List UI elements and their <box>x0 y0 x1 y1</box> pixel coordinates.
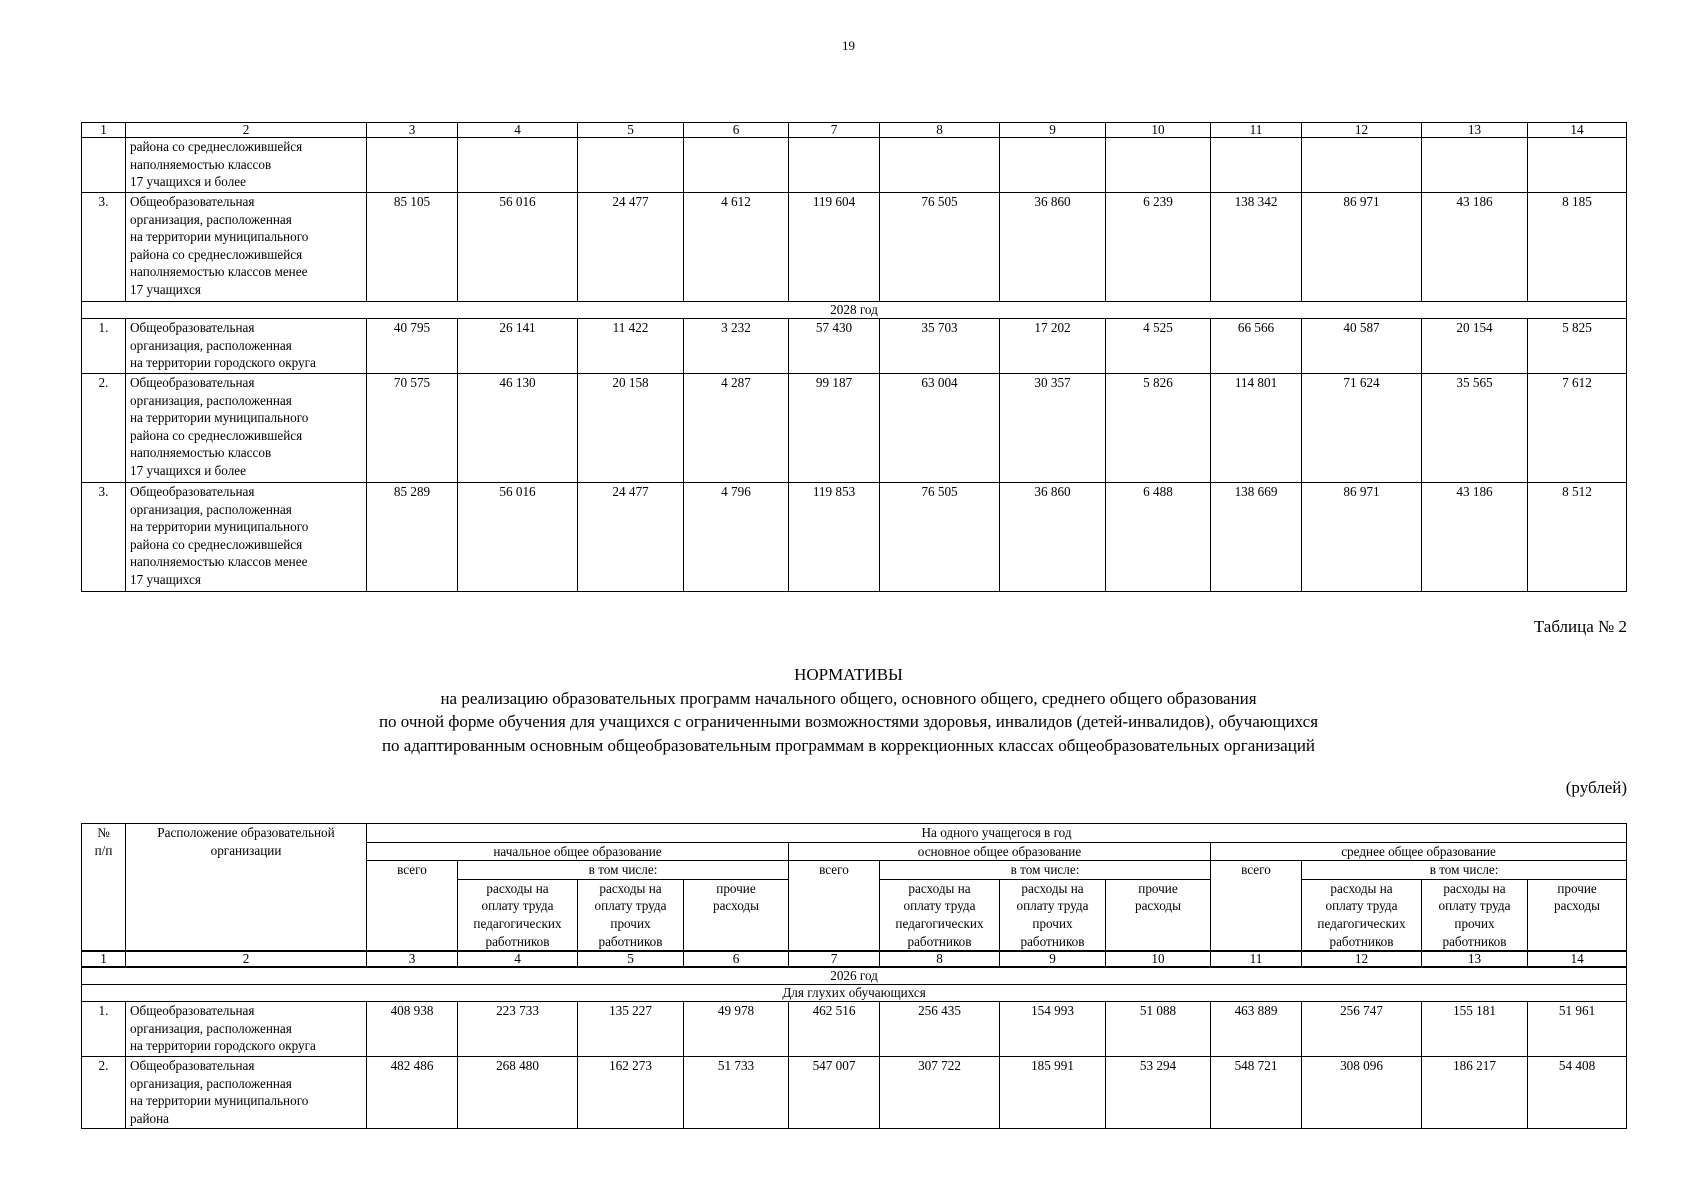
value-cell: 119 853 <box>789 483 880 592</box>
header-total: всего <box>367 861 458 951</box>
value-cell: 54 408 <box>1528 1057 1627 1129</box>
colnum-cell: 10 <box>1106 123 1211 138</box>
value-cell: 463 889 <box>1211 1002 1302 1057</box>
value-cell: 547 007 <box>789 1057 880 1129</box>
colnum-cell: 14 <box>1528 123 1627 138</box>
value-cell: 114 801 <box>1211 374 1302 483</box>
header-teachers-pay: расходы на оплату труда педагогических работников <box>1302 879 1422 951</box>
colnum-cell: 7 <box>789 951 880 967</box>
column-number-row <box>82 123 1627 138</box>
colnum-cell: 12 <box>1302 123 1422 138</box>
colnum-cell: 1 <box>82 123 126 138</box>
colnum-cell: 11 <box>1211 951 1302 967</box>
year-row <box>82 302 1627 319</box>
header-location: Расположение образовательной организации <box>126 824 367 952</box>
header-row <box>82 824 1627 843</box>
value-cell: 3 232 <box>684 319 789 374</box>
value-cell: 8 185 <box>1528 193 1627 302</box>
colnum-cell: 7 <box>789 123 880 138</box>
value-cell: 155 181 <box>1422 1002 1528 1057</box>
value-cell: 35 565 <box>1422 374 1528 483</box>
value-cell: 30 357 <box>1000 374 1106 483</box>
table-row <box>82 1002 1627 1057</box>
row-description: Общеобразовательная организация, расположенная на территории городского округа <box>126 1002 367 1057</box>
header-teachers-pay: расходы на оплату труда педагогических работников <box>458 879 578 951</box>
value-cell: 4 612 <box>684 193 789 302</box>
value-cell: 57 430 <box>789 319 880 374</box>
value-cell: 76 505 <box>880 193 1000 302</box>
header-total: всего <box>789 861 880 951</box>
header-other-staff-pay: расходы на оплату труда прочих работников <box>1000 879 1106 951</box>
year-label: 2026 год <box>82 967 1627 985</box>
colnum-cell: 10 <box>1106 951 1211 967</box>
value-cell: 36 860 <box>1000 483 1106 592</box>
colnum-cell: 13 <box>1422 951 1528 967</box>
value-cell: 46 130 <box>458 374 578 483</box>
row-description: Общеобразовательная организация, расположенная на территории муниципального района со среднесложившейся наполняемостью классов менее 17 учащихся <box>126 193 367 302</box>
colnum-cell: 1 <box>82 951 126 967</box>
row-number: 2. <box>82 1057 126 1129</box>
header-group-primary: начальное общее образование <box>367 842 789 861</box>
value-cell: 5 826 <box>1106 374 1211 483</box>
value-cell: 71 624 <box>1302 374 1422 483</box>
title-line: по очной форме обучения для учащихся с ограниченными возможностями здоровья, инвалидов (детей-инвалидов), обучающихся <box>378 712 1319 731</box>
value-cell: 40 795 <box>367 319 458 374</box>
units-label: (рублей) <box>1565 778 1627 797</box>
table-row <box>82 319 1627 374</box>
value-cell: 256 747 <box>1302 1002 1422 1057</box>
value-cell: 482 486 <box>367 1057 458 1129</box>
value-cell: 307 722 <box>880 1057 1000 1129</box>
value-cell: 99 187 <box>789 374 880 483</box>
table-row <box>82 1057 1627 1129</box>
value-cell: 51 088 <box>1106 1002 1211 1057</box>
value-cell: 70 575 <box>367 374 458 483</box>
value-cell: 49 978 <box>684 1002 789 1057</box>
header-other-expenses: прочие расходы <box>1528 879 1627 951</box>
value-cell: 256 435 <box>880 1002 1000 1057</box>
table-label: Таблица № 2 <box>1533 617 1627 636</box>
value-cell: 53 294 <box>1106 1057 1211 1129</box>
header-total: всего <box>1211 861 1302 951</box>
title-line: на реализацию образовательных программ начального общего, основного общего, среднего общего образования <box>440 688 1257 708</box>
row-description: района со среднесложившейся наполняемостью классов 17 учащихся и более <box>126 138 367 193</box>
colnum-cell: 6 <box>684 951 789 967</box>
value-cell: 85 289 <box>367 483 458 592</box>
value-cell: 56 016 <box>458 193 578 302</box>
value-cell: 138 669 <box>1211 483 1302 592</box>
header-teachers-pay: расходы на оплату труда педагогических работников <box>880 879 1000 951</box>
row-description: Общеобразовательная организация, расположенная на территории муниципального района со среднесложившейся наполняемостью классов менее 17 учащихся <box>126 483 367 592</box>
title-heading: НОРМАТИВЫ <box>794 665 903 684</box>
year-label: 2028 год <box>82 302 1627 319</box>
value-cell: 51 733 <box>684 1057 789 1129</box>
value-cell: 36 860 <box>1000 193 1106 302</box>
value-cell: 268 480 <box>458 1057 578 1129</box>
header-other-expenses: прочие расходы <box>1106 879 1211 951</box>
value-cell: 63 004 <box>880 374 1000 483</box>
table-normatives <box>81 823 1627 1129</box>
row-number: 1. <box>82 319 126 374</box>
value-cell: 40 587 <box>1302 319 1422 374</box>
header-other-expenses: прочие расходы <box>684 879 789 951</box>
value-cell: 4 796 <box>684 483 789 592</box>
value-cell: 20 154 <box>1422 319 1528 374</box>
colnum-cell: 8 <box>880 123 1000 138</box>
colnum-cell: 13 <box>1422 123 1528 138</box>
value-cell: 11 422 <box>578 319 684 374</box>
value-cell: 26 141 <box>458 319 578 374</box>
row-number <box>82 138 126 193</box>
colnum-cell: 8 <box>880 951 1000 967</box>
value-cell: 308 096 <box>1302 1057 1422 1129</box>
header-including: в том числе: <box>458 861 789 880</box>
value-cell: 408 938 <box>367 1002 458 1057</box>
colnum-cell: 14 <box>1528 951 1627 967</box>
category-label: Для глухих обучающихся <box>82 985 1627 1002</box>
header-including: в том числе: <box>880 861 1211 880</box>
category-row <box>82 985 1627 1002</box>
table-row <box>82 138 1627 193</box>
colnum-cell: 5 <box>578 123 684 138</box>
colnum-cell: 6 <box>684 123 789 138</box>
title-line: по адаптированным основным общеобразовательным программам в коррекционных классах общеобразовательных организаций <box>381 735 1316 755</box>
colnum-cell: 4 <box>458 951 578 967</box>
header-other-staff-pay: расходы на оплату труда прочих работников <box>1422 879 1528 951</box>
value-cell: 6 488 <box>1106 483 1211 592</box>
value-cell: 119 604 <box>789 193 880 302</box>
value-cell: 35 703 <box>880 319 1000 374</box>
value-cell: 51 961 <box>1528 1002 1627 1057</box>
value-cell: 162 273 <box>578 1057 684 1129</box>
table-row <box>82 374 1627 483</box>
value-cell: 8 512 <box>1528 483 1627 592</box>
value-cell: 6 239 <box>1106 193 1211 302</box>
row-description: Общеобразовательная организация, расположенная на территории городского округа <box>126 319 367 374</box>
value-cell: 17 202 <box>1000 319 1106 374</box>
value-cell: 86 971 <box>1302 193 1422 302</box>
header-including: в том числе: <box>1302 861 1627 880</box>
header-group-basic: основное общее образование <box>789 842 1211 861</box>
colnum-cell: 3 <box>367 123 458 138</box>
value-cell: 138 342 <box>1211 193 1302 302</box>
document-title <box>0 663 1697 757</box>
value-cell: 56 016 <box>458 483 578 592</box>
value-cell: 4 525 <box>1106 319 1211 374</box>
value-cell: 7 612 <box>1528 374 1627 483</box>
colnum-cell: 11 <box>1211 123 1302 138</box>
colnum-cell: 4 <box>458 123 578 138</box>
colnum-cell: 12 <box>1302 951 1422 967</box>
value-cell: 185 991 <box>1000 1057 1106 1129</box>
value-cell: 548 721 <box>1211 1057 1302 1129</box>
value-cell: 5 825 <box>1528 319 1627 374</box>
value-cell: 223 733 <box>458 1002 578 1057</box>
row-number: 2. <box>82 374 126 483</box>
table-continuation <box>81 122 1627 592</box>
colnum-cell: 2 <box>126 123 367 138</box>
value-cell: 24 477 <box>578 483 684 592</box>
header-number: № п/п <box>82 824 126 952</box>
colnum-cell: 9 <box>1000 951 1106 967</box>
value-cell: 66 566 <box>1211 319 1302 374</box>
value-cell: 43 186 <box>1422 483 1528 592</box>
value-cell: 43 186 <box>1422 193 1528 302</box>
value-cell: 85 105 <box>367 193 458 302</box>
value-cell: 76 505 <box>880 483 1000 592</box>
colnum-cell: 3 <box>367 951 458 967</box>
value-cell: 24 477 <box>578 193 684 302</box>
value-cell: 154 993 <box>1000 1002 1106 1057</box>
value-cell: 86 971 <box>1302 483 1422 592</box>
value-cell: 462 516 <box>789 1002 880 1057</box>
colnum-cell: 2 <box>126 951 367 967</box>
colnum-cell: 9 <box>1000 123 1106 138</box>
row-number: 3. <box>82 193 126 302</box>
header-group-secondary: среднее общее образование <box>1211 842 1627 861</box>
row-description: Общеобразовательная организация, расположенная на территории муниципального района со среднесложившейся наполняемостью классов 17 учащихся и более <box>126 374 367 483</box>
page-number: 19 <box>842 38 855 53</box>
row-number: 1. <box>82 1002 126 1057</box>
colnum-cell: 5 <box>578 951 684 967</box>
header-other-staff-pay: расходы на оплату труда прочих работников <box>578 879 684 951</box>
value-cell: 4 287 <box>684 374 789 483</box>
row-description: Общеобразовательная организация, расположенная на территории муниципального района <box>126 1057 367 1129</box>
header-per-student: На одного учащегося в год <box>367 824 1627 843</box>
value-cell: 135 227 <box>578 1002 684 1057</box>
value-cell: 20 158 <box>578 374 684 483</box>
year-row <box>82 967 1627 985</box>
table-row <box>82 193 1627 302</box>
table-row <box>82 483 1627 592</box>
column-number-row <box>82 951 1627 967</box>
value-cell: 186 217 <box>1422 1057 1528 1129</box>
row-number: 3. <box>82 483 126 592</box>
